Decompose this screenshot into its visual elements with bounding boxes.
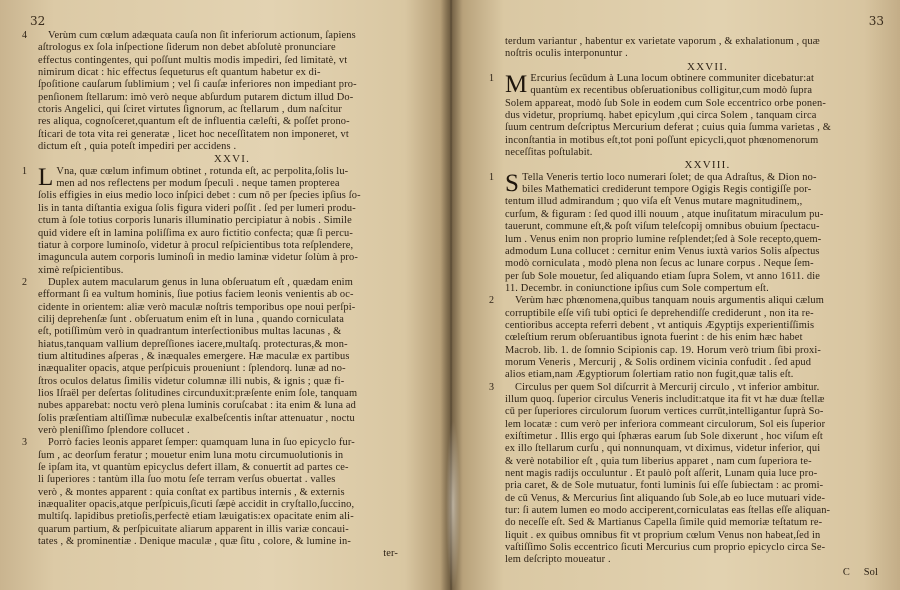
text-line: Circulus per quem Sol diſcurrit à Mercurij circulo , vt inferior ambitur. <box>515 381 820 393</box>
section-heading: XXVI. <box>213 153 251 166</box>
text-line: tium altitudines aſperas , & inæquales emergere. Hæ maculæ ex partibus <box>38 350 350 362</box>
text-line: 11. Decembr. in coniunctione ipſius cum Sole compertum eſt. <box>505 282 769 294</box>
text-line: cilij deprehenſæ ſunt . obſeruatum enim eſt in luna , quando corniculata <box>38 313 344 325</box>
text-line: curſum, & figuram : ſed quod illi nouum , atque inuſitatum miraculum pu- <box>505 208 824 220</box>
text-line: nimirum dicat : hic effectus ſequeturus eſt quantum habetur ex di- <box>38 67 321 79</box>
paragraph <box>489 71 890 159</box>
page-number-left: 32 <box>30 14 46 28</box>
signature-mark <box>505 567 890 579</box>
text-line: pria caret, & de Sole mutuatur, fonti luminis ſui eſſe ſubiectam : ac promi- <box>505 480 824 492</box>
text-line: Verùm cum cœlum adæquata cauſa non ſit inferiorum actionum, ſapiens <box>48 30 356 41</box>
text-line: cū per ſuperiores circulorum ſuorum vertices currūt,intelligantur ſuprà So- <box>505 406 824 418</box>
text-line: nubes apparebat: noctu verò plena luminis coruſcabat : ita enim & luna ad <box>38 400 356 412</box>
text-line: cidente in orientem: aliæ verò maculæ noſtris temporibus ope noui perſpi- <box>38 301 356 313</box>
text-line: imaguncula autem corporis luminoſi in medio laminæ videtur ſolùm à pro- <box>38 252 358 264</box>
text-line: tauerunt, commune eſt,& poſt viſum teleſcopij omnibus obuium ſpectacu- <box>505 221 820 233</box>
text-line: ctoris Angelici, qui ſciret virtutes ſignorum, ac ſtellarum , dum naſcitur <box>38 104 342 116</box>
text-line: lum . Venus enim non proprio lumine reſplendet;ſed à Sole recepto,quem- <box>505 233 822 245</box>
page-number-right: 33 <box>868 14 884 28</box>
text-line: Macrob. lib. 1. de ſomnio Scipionis cap. 19. Horum verò trium ſibi proxi- <box>505 344 821 356</box>
text-line: ctum à ſole totius corporis lunaris illuminatio percipiatur à nobis . Simile <box>38 215 352 227</box>
drop-cap: S <box>505 169 520 197</box>
paragraph-number: 3 <box>489 381 495 393</box>
text-line: multiſq. lapidibus pretioſis,perfectè etiam læuigatis:ex opacitate enim ali- <box>38 511 354 523</box>
text-line: eſt, potiſſimùm verò in quadrantum interſectionibus multas lacunas , & <box>38 326 342 338</box>
text-line: Verùm hæc phœnomena,quibus tanquam nouis argumentis aliqui cælum <box>515 295 824 307</box>
text-line: per ſub Sole mouetur, ſed aliquando etiam ſupra Solem, vt anno 1611. die <box>505 270 821 282</box>
text-line: ſe ipſam ita, vt quantùm epicyclus defert illam, & conuertit ad partes ce- <box>38 462 349 474</box>
text-line: ſpoſitione cauſarum ſublimium ; vel ſi cauſæ inferiores non impediant pro- <box>38 79 357 91</box>
text-line: biles Mathematici crediderunt tempore Ogigis Regis contigiſſe por- <box>522 184 812 196</box>
catchword: Sol <box>863 566 878 578</box>
paragraph <box>22 276 406 437</box>
text-line: ximè reſpicientibus. <box>38 264 124 276</box>
section-heading: XXVIII. <box>684 159 731 172</box>
paragraph-number: 1 <box>22 165 28 177</box>
text-line: men ad nos reflectens per modum ſpeculi . neque tamen propterea <box>56 178 340 190</box>
text-line: ſtros oculos delatus ſimilis videtur columnæ illi nubis, & ignis ; quæ fi- <box>38 375 345 387</box>
text-line: nent magis radijs occuluntur . Et paulò poſt aſſerit, Lunam quia luce pro- <box>505 468 818 480</box>
text-line: terdum variantur , habentur ex varietate vaporum , & exhalationum , quæ <box>505 36 820 47</box>
right-text-block <box>489 36 890 579</box>
left-page <box>0 0 448 590</box>
text-line: Solem appareat, modò ſub Sole in eodem cum Sole eccentrico orbe ponen- <box>505 97 826 109</box>
text-line: li ſuperiores : tantùm illa ſuo motu ſeſe terram verſus obuertat . valles <box>38 474 336 486</box>
text-line: tates , & prominentiæ . Denique maculæ , quæ ſitu , colore, & lumine in- <box>38 536 351 548</box>
signature-letter: C <box>842 566 850 578</box>
text-line: quantùm ex recentibus obſeruationibus colligitur,cum modò ſupra <box>530 85 813 97</box>
text-line: & verè notabilior eſt , quia tum liberius apparet , nam cum ſuperiora te- <box>505 455 812 467</box>
text-line: inæqualiter opacis, atque perſpicuis proueniunt : ſplendorq. lunæ ad no- <box>38 363 346 375</box>
right-page <box>452 0 900 590</box>
text-line: Tella Veneris tertio loco numerari ſolet; de qua Adraſtus, & Dion no- <box>522 171 817 183</box>
text-line: tur: ſi autem lumen eo modo acciperent,corniculatas eas ſtellas eſſe aliquan- <box>505 505 831 517</box>
drop-cap: L <box>38 163 54 191</box>
text-line: ſolis præſentiam altiſſimæ nubeculæ exalbeſcentis inſtar attenuatur , noctu <box>38 412 355 424</box>
text-line: tentum illud admirandum ; quo viſa eſt Venus mutare magnitudinem,, <box>505 196 803 208</box>
text-line: hiatus,tanquam vallium depreſſiones iacere,multaſq. protecturas,& mon- <box>38 338 348 350</box>
text-line: cœleſtium rerum obſeruantibus ignota fuerint : de his enim hæc habet <box>505 332 803 344</box>
text-line: Duplex autem macularum genus in luna obſeruatum eſt , quædam enim <box>48 276 353 288</box>
text-line: centioribus accepta referri debent , vt antiquis Ægyptijs experientiſſimis <box>505 319 815 331</box>
text-line: exiſtimetur . Illis ergo qui ſphæras earum ſub Sole dixerunt , hoc viſum eſt <box>505 431 823 442</box>
text-line: efformant ſi ea vultum hominis, ſiue potius faciem leonis venientis ab oc- <box>38 289 354 301</box>
text-line: quid videre eſt in lamina poliſſima ex auro fictitio confecta; quæ ſi percu- <box>38 227 353 239</box>
text-line: corruptibile eſſe viſi tubi optici ſe deprehendiſſe crediderunt , non ita re- <box>505 307 814 319</box>
text-line: ſum , ac deorſum feratur ; mouetur enim luna motu circumuolutionis in <box>38 449 344 461</box>
text-line: do neceſſe eſt. Sed & Martianus Capella ſimile quid memoriæ teſtatum re- <box>505 517 823 529</box>
text-line: ſticari de tota vita rei generatæ , licet hoc neceſſitatem non imponeret, vt <box>38 128 349 140</box>
paragraph-number: 2 <box>22 276 28 288</box>
text-line: noſtris oculis interponuntur . <box>505 48 628 60</box>
text-line: quarum partium, & perſpicuitate aliarum apparent in illis variæ concaui- <box>38 523 349 535</box>
text-line: aſtrologus ex ſola inſpectione ſiderum non debet abſolutè pronunciare <box>38 42 336 54</box>
text-line: alios etiam,nam Ægyptiorum ſolertiam ratio non fugit,quæ talis eſt. <box>505 369 794 381</box>
text-line: ſuum centrum deſcriptus Mercurium deferat ; cuius quia ſumma varietas , & <box>505 122 832 134</box>
paragraph-number: 4 <box>22 30 28 41</box>
paragraph-number: 3 <box>22 437 28 449</box>
text-line: ex illo ſtellarum curſu , qui nonnunquam, vt diximus, videtur inferior, qui <box>505 443 821 455</box>
text-line: dictum eſt , quia poteſt impediri per accidens . <box>38 141 237 153</box>
text-line: tiatur à corpore luminoſo, videtur à procul reſpicientibus tota reſplendere, <box>38 239 354 251</box>
paragraph <box>22 437 406 548</box>
text-line: effectus contingentes, qui poſſunt multis modis impediri, ſed limitatè, vt <box>38 54 348 66</box>
paragraph <box>22 163 406 277</box>
paragraph <box>489 295 890 381</box>
text-line: verò , & montes apparent : quia conſtat ex partibus internis , & externis <box>38 486 345 498</box>
text-line: Ercurius ſecūdum à Luna locum obtinere communiter dicebatur:at <box>530 73 815 85</box>
text-line: lios Iſraël per deſertas ſolitudines circunduxit:præſente enim ſole, tanquam <box>38 387 358 399</box>
text-line: modò corniculata , modò plena non ſecus ac lunare corpus . Neque ſem- <box>505 258 814 270</box>
text-line: dus videtur, propriumq. habet epicylum ,qui circa Solem , tanquam circa <box>505 110 817 122</box>
text-line: illum quoq. ſuperior circulus Veneris includit:atque ita fit vt hæ duæ ſtellæ <box>505 393 825 405</box>
text-line: morum Veneris , Mercurij , & Solis ordinem vicinia confudit . ſed apud <box>505 356 812 368</box>
paper-stain <box>446 420 460 590</box>
paragraph <box>489 169 890 295</box>
text-line: lem deſcripto moueatur . <box>505 554 611 566</box>
text-line: res aliqua, cognoſceret,quantum eſt de influentia cæleſti, & poſſet prono- <box>38 116 350 128</box>
text-line: Porrò facies leonis apparet ſemper: quamquam luna in ſuo epicyclo fur- <box>48 437 355 449</box>
text-line: inæqualiter opacis,atque perſpicuis,ſicuti ſæpè accidit in cryſtallo,ſuccino, <box>38 499 355 511</box>
drop-cap: M <box>505 71 528 99</box>
paragraph <box>22 30 406 153</box>
paragraph-number: 2 <box>489 295 495 307</box>
text-line: lis in tanta diſtantia exigua ſolis figura videri poſſit . ſed per lumeri produ- <box>38 202 356 214</box>
paragraph-number: 1 <box>489 171 495 183</box>
catchword: ter- <box>383 548 398 560</box>
section-heading: XXVII. <box>686 60 729 73</box>
text-line: neceſſitas poſtulabit. <box>505 147 593 159</box>
text-line: inconſtantia in motibus eſt,tot poni poſſunt epicycli,quot phœnomenorum <box>505 134 819 146</box>
text-line: ſolis effigies in eius medio loco inſpici debet : cum nō per ſpecies ipſius ſo- <box>38 190 361 202</box>
text-line: admodum Luna collucet : cernitur enim Venus iuxtà varios Solis aſpectus <box>505 245 820 257</box>
paragraph-number: 1 <box>489 73 495 85</box>
text-line: vaſtiſſimo Solis eccentrico ſicuti Mercurius cum proprio epicyclo circa Se- <box>505 542 826 554</box>
paragraph <box>489 381 890 567</box>
text-line: Vna, quæ cœlum infimum obtinet , rotunda eſt, ac perpolita,ſolis lu- <box>56 165 349 177</box>
text-line: penſionem ſtellarum: imò verò neque abſurdum putarem dictum illud Do- <box>38 91 354 103</box>
text-line: lem locatæ : cum verò per inferiora commeant circulorum, Sol eis ſuperior <box>505 418 826 430</box>
left-text-block <box>22 30 406 561</box>
text-line: verò pleniſſimo ſplendore collucet . <box>38 425 190 436</box>
text-line: de cū Venus, & Mercurius ſint aliquando ſub Sole,ab eo luce mutuari vide- <box>505 492 826 504</box>
text-line: liquit . ex quibus omnibus fit vt proprium cœlum Venus non habeat,ſed in <box>505 529 821 541</box>
